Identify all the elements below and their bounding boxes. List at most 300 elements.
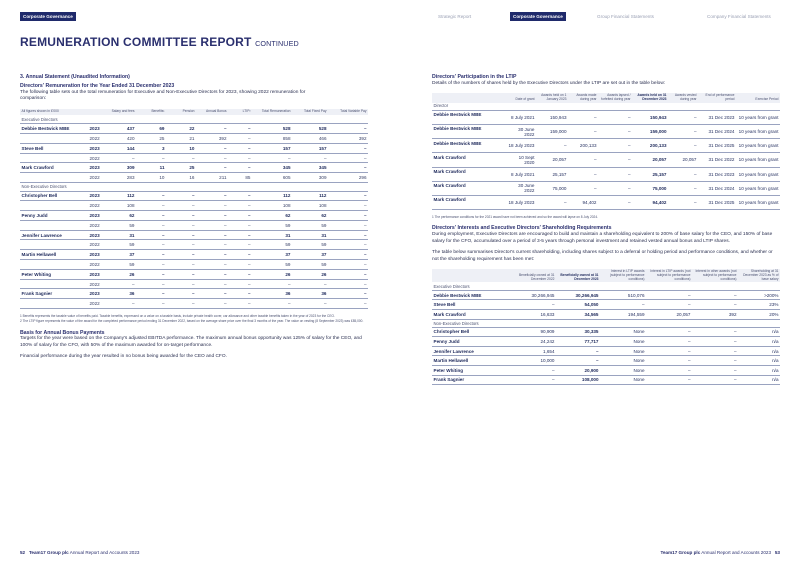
value-cell: – bbox=[228, 240, 252, 250]
value-cell: 31 Dec 2024 bbox=[698, 124, 736, 138]
value-cell: – bbox=[228, 143, 252, 153]
value-cell: 36 bbox=[110, 289, 136, 299]
ltip-intro: Details of the numbers of shares held by the Executive Directors under the LTIP are set out in the table below: bbox=[432, 80, 666, 86]
director-name: Peter Whiting bbox=[20, 269, 88, 279]
value-cell: – bbox=[228, 299, 252, 309]
col-header: Annual Bonus bbox=[205, 109, 227, 114]
value-cell: – bbox=[136, 153, 166, 163]
value-cell: – bbox=[196, 220, 228, 230]
empty-cell bbox=[20, 173, 88, 183]
value-cell: 10 Sept 2020 bbox=[506, 153, 536, 167]
value-cell: 283 bbox=[110, 173, 136, 183]
value-cell: 62 bbox=[292, 211, 328, 221]
value-cell: n/a bbox=[738, 366, 780, 376]
value-cell: 18 July 2023 bbox=[506, 139, 536, 153]
table-row bbox=[432, 310, 780, 320]
value-cell: 605 bbox=[252, 173, 292, 183]
value-cell: 150,943 bbox=[632, 110, 668, 124]
value-cell: – bbox=[568, 110, 598, 124]
bonus-basis-heading: Basis for Annual Bonus Payments bbox=[20, 329, 105, 336]
col-header: Interest in LTIP awards (not subject to performance conditions) bbox=[650, 269, 691, 281]
value-cell: None bbox=[600, 327, 646, 337]
nav-link-group-financial-statements[interactable]: Group Financial Statements bbox=[597, 13, 654, 19]
director-name: Jennifer Lawrence bbox=[432, 346, 512, 356]
remuneration-intro: The following table sets out the total remuneration for Executive and Non-Executive Directors for 2023, showing 2022 remuneration for comparison: bbox=[20, 89, 306, 101]
value-cell: – bbox=[166, 201, 196, 211]
empty-cell bbox=[20, 279, 88, 289]
value-cell: 858 bbox=[252, 134, 292, 144]
value-cell: 10 bbox=[166, 143, 196, 153]
value-cell: 10 years from grant bbox=[736, 124, 780, 138]
value-cell: 10 bbox=[136, 173, 166, 183]
value-cell: 16,633 bbox=[512, 310, 556, 320]
director-name: Debbie Bestwick MBE bbox=[432, 110, 506, 124]
year-cell: 2022 bbox=[88, 173, 110, 183]
value-cell: – bbox=[328, 240, 368, 250]
empty-cell bbox=[20, 201, 88, 211]
value-cell: n/a bbox=[738, 375, 780, 385]
value-cell: 31 bbox=[110, 230, 136, 240]
value-cell: 36 bbox=[252, 289, 292, 299]
year-cell: 2022 bbox=[88, 260, 110, 270]
col-header: End of performance period bbox=[705, 93, 735, 101]
empty-cell bbox=[20, 260, 88, 270]
col-header: Interest in other awards (not subject to performance conditions) bbox=[695, 269, 737, 281]
director-name: Mark Crawford bbox=[432, 195, 506, 209]
nav-link-company-financial-statements[interactable]: Company Financial Statements bbox=[707, 13, 771, 19]
table-row bbox=[20, 201, 368, 211]
value-cell: – bbox=[136, 289, 166, 299]
value-cell: – bbox=[328, 201, 368, 211]
table-row bbox=[20, 269, 368, 279]
value-cell: 112 bbox=[110, 191, 136, 201]
value-cell: 30,266,945 bbox=[556, 290, 600, 300]
value-cell: 26 bbox=[110, 269, 136, 279]
value-cell: – bbox=[228, 163, 252, 173]
col-header bbox=[432, 93, 506, 103]
table-row bbox=[432, 300, 780, 310]
value-cell: – bbox=[692, 337, 738, 347]
value-cell: 157 bbox=[252, 143, 292, 153]
director-name: Jennifer Lawrence bbox=[20, 230, 88, 240]
value-cell: 466 bbox=[292, 134, 328, 144]
value-cell: – bbox=[166, 269, 196, 279]
value-cell: – bbox=[166, 289, 196, 299]
footer-company-left: Team17 Group plc bbox=[28, 550, 69, 555]
table-row bbox=[20, 230, 368, 240]
value-cell: – bbox=[536, 195, 568, 209]
value-cell: 34,565 bbox=[556, 310, 600, 320]
value-cell: 159,000 bbox=[536, 124, 568, 138]
value-cell: – bbox=[328, 124, 368, 134]
value-cell: 25,157 bbox=[536, 167, 568, 181]
table-row bbox=[20, 124, 368, 134]
col-header: Beneficially owned at 31 December 2022 bbox=[518, 272, 555, 281]
director-name: Debbie Bestwick MBE bbox=[432, 139, 506, 153]
value-cell: 392 bbox=[196, 134, 228, 144]
right-column bbox=[432, 74, 780, 385]
value-cell: – bbox=[196, 279, 228, 289]
value-cell: – bbox=[556, 356, 600, 366]
value-cell: 144 bbox=[110, 143, 136, 153]
value-cell: – bbox=[328, 279, 368, 289]
value-cell: n/a bbox=[738, 356, 780, 366]
value-cell: – bbox=[136, 230, 166, 240]
value-cell: – bbox=[252, 299, 292, 309]
value-cell: – bbox=[646, 366, 692, 376]
value-cell: – bbox=[166, 153, 196, 163]
bonus-paragraph-1: Targets for the year were based on the Company's adjusted EBITDA performance. The maximum annual bonus opportunity was 125% of salary for the CEO, and 100% of salary for the CFO, with 50% of the maximum awarded for on-target performance. bbox=[20, 336, 362, 348]
value-cell: None bbox=[600, 337, 646, 347]
value-cell: – bbox=[136, 191, 166, 201]
value-cell: 31 Dec 2025 bbox=[698, 139, 736, 153]
value-cell: 31 Dec 2025 bbox=[698, 195, 736, 209]
value-cell: – bbox=[328, 250, 368, 260]
value-cell: – bbox=[166, 191, 196, 201]
value-cell: 1,654 bbox=[512, 346, 556, 356]
value-cell: – bbox=[196, 250, 228, 260]
nav-link-corporate-governance[interactable]: Corporate Governance bbox=[510, 12, 566, 21]
value-cell: – bbox=[692, 327, 738, 337]
value-cell: 309 bbox=[292, 173, 328, 183]
value-cell: – bbox=[328, 260, 368, 270]
value-cell: 108,000 bbox=[556, 375, 600, 385]
value-cell: 150,943 bbox=[536, 110, 568, 124]
value-cell: – bbox=[646, 356, 692, 366]
value-cell: – bbox=[692, 300, 738, 310]
value-cell: 8 July 2021 bbox=[506, 110, 536, 124]
table-row bbox=[432, 290, 780, 300]
col-header: Awards vested during year bbox=[674, 93, 697, 101]
value-cell: 37 bbox=[110, 250, 136, 260]
value-cell: 59 bbox=[110, 220, 136, 230]
value-cell: 392 bbox=[692, 310, 738, 320]
director-name: Martin Hellawell bbox=[20, 250, 88, 260]
value-cell: 62 bbox=[110, 211, 136, 221]
value-cell: – bbox=[668, 124, 698, 138]
value-cell: – bbox=[166, 279, 196, 289]
director-name: Debbie Bestwick MBE bbox=[432, 290, 512, 300]
value-cell: – bbox=[598, 110, 632, 124]
table-row bbox=[20, 211, 368, 221]
value-cell: 62 bbox=[252, 211, 292, 221]
year-cell: 2023 bbox=[88, 191, 110, 201]
value-cell: – bbox=[196, 260, 228, 270]
year-cell: 2023 bbox=[88, 230, 110, 240]
value-cell: 437 bbox=[110, 124, 136, 134]
value-cell: – bbox=[568, 167, 598, 181]
table-row bbox=[20, 163, 368, 173]
group-label: Non-Executive Directors bbox=[20, 183, 368, 192]
director-name: Mark Crawford bbox=[432, 181, 506, 195]
col-header: Awards made during year bbox=[576, 93, 597, 101]
value-cell: 528 bbox=[292, 124, 328, 134]
value-cell: 90,909 bbox=[512, 327, 556, 337]
footer-doc-left: Annual Report and Accounts 2023 bbox=[69, 550, 140, 555]
value-cell: 211 bbox=[196, 173, 228, 183]
value-cell: 16 bbox=[166, 173, 196, 183]
value-cell: 30 June 2022 bbox=[506, 124, 536, 138]
value-cell: 59 bbox=[292, 220, 328, 230]
empty-cell bbox=[20, 134, 88, 144]
value-cell: 296 bbox=[328, 173, 368, 183]
value-cell: – bbox=[568, 153, 598, 167]
col-header: Salary and fees bbox=[111, 109, 135, 114]
director-name: Debbie Bestwick MBE bbox=[20, 124, 88, 134]
table-row bbox=[432, 356, 780, 366]
value-cell: – bbox=[692, 366, 738, 376]
year-cell: 2023 bbox=[88, 211, 110, 221]
value-cell: 420 bbox=[110, 134, 136, 144]
value-cell: 37 bbox=[252, 250, 292, 260]
value-cell: – bbox=[512, 375, 556, 385]
shareholding-group-row bbox=[432, 319, 780, 327]
value-cell: – bbox=[252, 153, 292, 163]
table-row bbox=[432, 153, 780, 167]
nav-link-strategic-report[interactable]: Strategic Report bbox=[438, 13, 472, 19]
value-cell: 112 bbox=[292, 191, 328, 201]
page-title-continued: CONTINUED bbox=[255, 39, 299, 48]
table-row bbox=[20, 134, 368, 144]
remuneration-table bbox=[20, 109, 368, 309]
shareholding-table-body bbox=[432, 282, 780, 384]
value-cell: – bbox=[228, 289, 252, 299]
value-cell: None bbox=[600, 375, 646, 385]
value-cell: n/a bbox=[738, 327, 780, 337]
year-cell: 2022 bbox=[88, 240, 110, 250]
value-cell: 31 Dec 2024 bbox=[698, 181, 736, 195]
table-row bbox=[20, 289, 368, 299]
director-name: Martin Hellawell bbox=[432, 356, 512, 366]
value-cell: – bbox=[328, 163, 368, 173]
value-cell: – bbox=[692, 290, 738, 300]
value-cell: – bbox=[600, 300, 646, 310]
table-row bbox=[432, 110, 780, 124]
value-cell: 59 bbox=[252, 220, 292, 230]
value-cell: – bbox=[196, 153, 228, 163]
table-row bbox=[432, 337, 780, 347]
ltip-heading: Directors' Participation in the LTIP bbox=[432, 74, 517, 80]
value-cell: 23% bbox=[738, 300, 780, 310]
page-title-main: REMUNERATION COMMITTEE REPORT bbox=[20, 35, 252, 49]
year-cell: 2023 bbox=[88, 269, 110, 279]
group-label: Non-Executive Directors bbox=[432, 319, 780, 327]
value-cell: 10 years from grant bbox=[736, 153, 780, 167]
value-cell: 25,157 bbox=[632, 167, 668, 181]
value-cell: – bbox=[196, 124, 228, 134]
value-cell: – bbox=[292, 279, 328, 289]
group-label: Executive Directors bbox=[20, 115, 368, 124]
table-row bbox=[432, 181, 780, 195]
value-cell: 94,402 bbox=[568, 195, 598, 209]
year-cell: 2023 bbox=[88, 163, 110, 173]
value-cell: – bbox=[668, 181, 698, 195]
director-name: Steve Bell bbox=[20, 143, 88, 153]
value-cell: 10 years from grant bbox=[736, 167, 780, 181]
empty-cell bbox=[20, 299, 88, 309]
value-cell: 22 bbox=[166, 124, 196, 134]
value-cell: – bbox=[196, 211, 228, 221]
value-cell: 31 Dec 2023 bbox=[698, 110, 736, 124]
value-cell: 59 bbox=[110, 260, 136, 270]
empty-cell bbox=[20, 153, 88, 163]
value-cell: – bbox=[328, 269, 368, 279]
value-cell: – bbox=[646, 375, 692, 385]
col-header: Awards lapsed / forfeited during year bbox=[601, 93, 631, 101]
value-cell: – bbox=[228, 279, 252, 289]
value-cell: – bbox=[568, 181, 598, 195]
year-cell: 2022 bbox=[88, 299, 110, 309]
value-cell: – bbox=[328, 220, 368, 230]
shareholding-table bbox=[432, 269, 780, 385]
value-cell: 24,242 bbox=[512, 337, 556, 347]
value-cell: – bbox=[196, 299, 228, 309]
value-cell: 59 bbox=[252, 260, 292, 270]
value-cell: – bbox=[328, 211, 368, 221]
value-cell: 36 bbox=[292, 289, 328, 299]
col-header bbox=[432, 269, 512, 282]
value-cell: – bbox=[136, 250, 166, 260]
value-cell: – bbox=[598, 139, 632, 153]
table-row bbox=[432, 167, 780, 181]
value-cell: 59 bbox=[292, 260, 328, 270]
value-cell: 18 July 2023 bbox=[506, 195, 536, 209]
value-cell: – bbox=[692, 356, 738, 366]
value-cell: 25 bbox=[166, 163, 196, 173]
col-header: Awards held on 1 January 2023 bbox=[541, 93, 567, 101]
interests-paragraph-2: The table below summarises Director's current shareholding, including shares subject to a deferral or holding period and performance conditions, and whether or not the shareholding requirement has been met: bbox=[432, 250, 773, 262]
table-row bbox=[20, 143, 368, 153]
value-cell: – bbox=[166, 230, 196, 240]
year-cell: 2022 bbox=[88, 201, 110, 211]
value-cell: 108 bbox=[252, 201, 292, 211]
footer-right bbox=[661, 550, 780, 555]
value-cell: – bbox=[598, 181, 632, 195]
director-name: Christopher Bell bbox=[432, 327, 512, 337]
value-cell: – bbox=[692, 375, 738, 385]
director-name: Steve Bell bbox=[432, 300, 512, 310]
ltip-group-row bbox=[432, 103, 780, 111]
value-cell: – bbox=[136, 211, 166, 221]
shareholding-table-header bbox=[432, 269, 780, 282]
value-cell: 200,133 bbox=[632, 139, 668, 153]
col-header: Date of grant bbox=[515, 97, 535, 101]
director-name: Christopher Bell bbox=[20, 191, 88, 201]
value-cell: – bbox=[328, 230, 368, 240]
value-cell: 75,000 bbox=[536, 181, 568, 195]
remuneration-table-body bbox=[20, 115, 368, 308]
col-header: Total Variable Pay bbox=[340, 109, 367, 114]
group-label: Executive Directors bbox=[432, 282, 780, 290]
value-cell: 69 bbox=[136, 124, 166, 134]
value-cell: – bbox=[646, 337, 692, 347]
value-cell: n/a bbox=[738, 337, 780, 347]
bonus-paragraph-2: Financial performance during the year resulted in no bonus being awarded for the CEO and CFO. bbox=[20, 354, 227, 360]
value-cell: 30,335 bbox=[556, 327, 600, 337]
page-number-left: 52 bbox=[20, 550, 26, 555]
value-cell: 112 bbox=[252, 191, 292, 201]
director-name: Mark Crawford bbox=[432, 153, 506, 167]
interests-heading: Directors' Interests and Executive Directors' Shareholding Requirements bbox=[432, 225, 612, 232]
director-name: Frank Sagnier bbox=[20, 289, 88, 299]
year-cell: 2022 bbox=[88, 153, 110, 163]
value-cell: 10 years from grant bbox=[736, 195, 780, 209]
director-name: Peter Whiting bbox=[432, 366, 512, 376]
col-header: Benefits¹ bbox=[151, 109, 165, 114]
empty-cell bbox=[20, 240, 88, 250]
value-cell: – bbox=[598, 124, 632, 138]
value-cell: 194,559 bbox=[600, 310, 646, 320]
table-row bbox=[20, 299, 368, 309]
value-cell: 94,402 bbox=[632, 195, 668, 209]
director-name: Penny Judd bbox=[20, 211, 88, 221]
value-cell: 20% bbox=[738, 310, 780, 320]
col-header: Shareholding at 31 December 2023 as % of base salary bbox=[743, 269, 779, 281]
value-cell: 392 bbox=[328, 134, 368, 144]
ltip-table-header bbox=[432, 93, 780, 103]
year-cell: 2022 bbox=[88, 220, 110, 230]
value-cell: – bbox=[252, 279, 292, 289]
value-cell: – bbox=[668, 110, 698, 124]
table-row bbox=[20, 260, 368, 270]
table-row bbox=[20, 173, 368, 183]
value-cell: – bbox=[228, 230, 252, 240]
value-cell: – bbox=[292, 153, 328, 163]
value-cell: 510,076 bbox=[600, 290, 646, 300]
value-cell: 8 July 2021 bbox=[506, 167, 536, 181]
value-cell: 10,000 bbox=[512, 356, 556, 366]
table-row bbox=[432, 195, 780, 209]
remuneration-group-row bbox=[20, 115, 368, 124]
value-cell: – bbox=[196, 163, 228, 173]
value-cell: 59 bbox=[110, 240, 136, 250]
table-row bbox=[20, 191, 368, 201]
value-cell: – bbox=[598, 167, 632, 181]
value-cell: 345 bbox=[252, 163, 292, 173]
value-cell: – bbox=[136, 269, 166, 279]
directors-remuneration-heading: Directors' Remuneration for the Year Ended 31 December 2023 bbox=[20, 82, 175, 89]
value-cell: 10 years from grant bbox=[736, 181, 780, 195]
value-cell: – bbox=[196, 240, 228, 250]
value-cell: 75,000 bbox=[632, 181, 668, 195]
value-cell: 200,133 bbox=[568, 139, 598, 153]
interests-paragraph-1: During employment, Executive Directors are encouraged to build and maintain a shareholding equivalent to 200% of base salary for the CEO, and 150% of base salary for the CFO, accumulated over a period of 3-5 years through personal investment and retained vested annual bonus and LTIP shares. bbox=[432, 232, 773, 244]
col-header: Pension bbox=[182, 109, 195, 114]
value-cell: 37 bbox=[292, 250, 328, 260]
value-cell: – bbox=[512, 366, 556, 376]
year-cell: 2023 bbox=[88, 250, 110, 260]
value-cell: 21 bbox=[166, 134, 196, 144]
top-navigation bbox=[20, 12, 780, 22]
value-cell: – bbox=[136, 260, 166, 270]
value-cell: – bbox=[196, 143, 228, 153]
value-cell: 31 Dec 2022 bbox=[698, 153, 736, 167]
value-cell: – bbox=[166, 240, 196, 250]
value-cell: 30 June 2022 bbox=[506, 181, 536, 195]
col-header: Total Remuneration bbox=[261, 109, 291, 114]
value-cell: – bbox=[228, 201, 252, 211]
value-cell: 11 bbox=[136, 163, 166, 173]
year-cell: 2022 bbox=[88, 279, 110, 289]
value-cell: – bbox=[512, 300, 556, 310]
value-cell: – bbox=[646, 290, 692, 300]
value-cell: – bbox=[568, 124, 598, 138]
value-cell: n/a bbox=[738, 346, 780, 356]
ltip-footnote: 1 The performance conditions for the 2021 award have not been achieved and so the award will lapse on 8 July 2024. bbox=[432, 215, 598, 220]
value-cell: – bbox=[328, 299, 368, 309]
table-row bbox=[20, 153, 368, 163]
value-cell: – bbox=[668, 195, 698, 209]
